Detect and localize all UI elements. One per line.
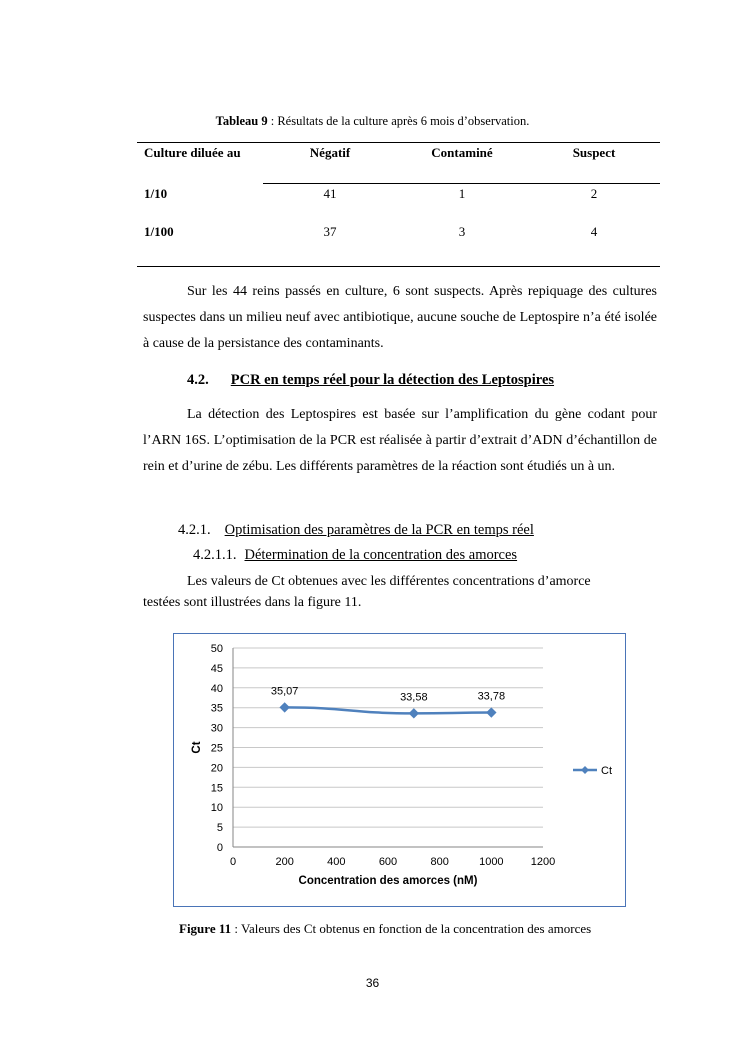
table-row-label: 1/10 [144, 186, 168, 201]
y-tick-label: 45 [210, 662, 223, 675]
figure-11-chart [173, 633, 626, 907]
y-tick-label: 10 [210, 802, 223, 815]
page-number: 36 [365, 976, 380, 990]
section-title: Détermination de la concentration des amorces [244, 547, 518, 563]
series-line-ct [285, 707, 492, 713]
data-label: 33,78 [477, 690, 506, 703]
ct-line-chart [174, 634, 625, 906]
section-number: 4.2.1. [178, 522, 211, 538]
table-caption-text: : Résultats de la culture après 6 mois d’observation. [267, 114, 530, 128]
y-axis-title: Ct [191, 741, 203, 754]
table-cell: 41 [323, 186, 337, 201]
section-heading-4-2 [187, 372, 554, 389]
y-tick-label: 40 [210, 682, 223, 695]
figure-caption-text: : Valeurs des Ct obtenus en fonction de la concentration des amorces [231, 921, 592, 936]
x-tick-label: 400 [327, 856, 346, 868]
y-tick-label: 0 [216, 842, 223, 854]
table-row-label: 1/100 [144, 224, 174, 239]
paragraph-ct-values-line1: Les valeurs de Ct obtenues avec les différentes concentrations d’amorce [187, 574, 591, 589]
x-tick-label: 0 [229, 856, 237, 868]
x-tick-label: 1200 [530, 856, 556, 868]
section-title: PCR en temps réel pour la détection des Leptospires [230, 372, 555, 388]
x-axis-title: Concentration des amorces (nM) [298, 875, 478, 887]
table-header-dilution: Culture diluée au [144, 145, 241, 160]
section-title: Optimisation des paramètres de la PCR en temps réel [224, 522, 534, 538]
paragraph-pcr-detection: La détection des Leptospires est basée sur l’amplification du gène codant pour l’ARN 16S. L’optimisation de la PCR est réalisée à partir d’extrait d’ADN d’échantillon de rein et d’urine de zébu. Les différents paramètres de la réaction sont étudiés un à un. [143, 407, 657, 474]
paragraph-ct-values-line2: testées sont illustrées dans la figure 11. [143, 595, 362, 610]
x-tick-label: 800 [430, 856, 449, 868]
table-top-rule [137, 142, 660, 143]
data-point-marker [487, 708, 496, 717]
y-tick-label: 35 [210, 702, 223, 715]
table-header-contamine: Contaminé [431, 145, 493, 160]
section-heading-4-2-1-1 [193, 547, 517, 564]
table-header-negatif: Négatif [309, 145, 351, 160]
x-tick-label: 200 [275, 856, 294, 868]
section-number: 4.2. [187, 372, 209, 388]
x-tick-label: 600 [378, 856, 398, 868]
table-header-suspect: Suspect [572, 145, 616, 160]
y-tick-label: 15 [210, 782, 223, 795]
section-number: 4.2.1.1. [193, 547, 237, 563]
table-header-rule [263, 183, 660, 184]
table-cell: 4 [590, 224, 598, 239]
paragraph-culture-results: Sur les 44 reins passés en culture, 6 sont suspects. Après repiquage des cultures suspectes dans un milieu neuf avec antibiotique, aucune souche de Leptospire n’a été isolée à cause de la persistance des contaminants. [143, 284, 657, 351]
table-caption-label: Tableau 9 [215, 114, 268, 128]
y-tick-label: 5 [216, 822, 223, 835]
y-tick-label: 30 [210, 722, 223, 735]
figure-caption-label: Figure 11 [179, 921, 232, 936]
table-cell: 1 [458, 186, 466, 201]
data-label: 33,58 [400, 691, 428, 704]
data-label: 35,07 [270, 685, 299, 698]
table-cell: 2 [590, 186, 598, 201]
data-point-marker [409, 709, 418, 718]
table-bottom-rule [137, 266, 660, 267]
data-point-marker [280, 703, 289, 712]
figure-caption [179, 921, 591, 937]
table-cell: 37 [323, 224, 337, 239]
legend-label: Ct [601, 765, 612, 777]
legend-marker [581, 766, 589, 774]
y-tick-label: 50 [210, 643, 223, 655]
y-tick-label: 20 [210, 762, 223, 775]
section-heading-4-2-1 [178, 522, 534, 539]
y-tick-label: 25 [210, 742, 223, 755]
x-tick-label: 1000 [479, 856, 504, 868]
table-cell: 3 [458, 224, 466, 239]
table-caption [0, 114, 745, 129]
